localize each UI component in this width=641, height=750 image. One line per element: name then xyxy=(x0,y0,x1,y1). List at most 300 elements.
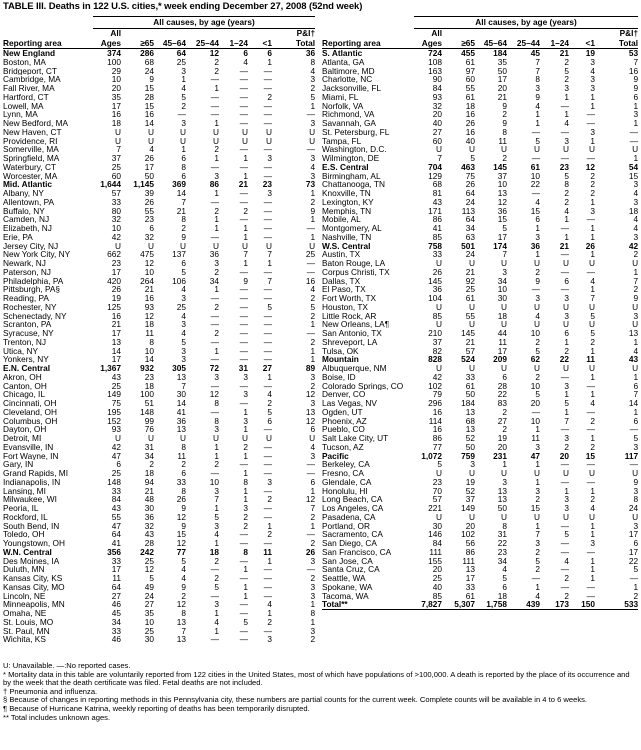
value-cell: 3 xyxy=(214,171,219,181)
value-cell: 108 xyxy=(428,57,442,67)
value-cell: 17 xyxy=(628,530,639,539)
value-cell: — xyxy=(263,626,272,636)
value-cell: — xyxy=(263,346,272,356)
value-cell: 173 xyxy=(540,600,569,609)
value-cell: — xyxy=(239,626,248,636)
value-cell: 5 xyxy=(564,66,569,76)
value-cell: 25 xyxy=(176,302,186,312)
value-cell: 25 xyxy=(305,250,316,259)
value-cell: 19 xyxy=(465,477,475,487)
value-cell: — xyxy=(263,381,272,391)
value-cell: U xyxy=(115,127,121,137)
value-cell: 9 xyxy=(181,521,186,531)
value-cell: 1,367 xyxy=(100,364,121,373)
value-cell: 6 xyxy=(633,539,639,548)
value-cell: 3 xyxy=(310,556,316,566)
value-cell: — xyxy=(560,565,569,574)
value-cell: 184 xyxy=(493,48,507,58)
footnote: ** Total includes unknown ages. xyxy=(3,712,111,722)
value-cell: 2 xyxy=(502,154,507,163)
value-cell: — xyxy=(210,75,219,84)
value-cell: 15 xyxy=(628,171,639,181)
value-cell: 9 xyxy=(149,75,154,84)
value-cell: 369 xyxy=(172,180,186,189)
value-cell: 43 xyxy=(628,355,639,364)
table-row xyxy=(322,198,638,207)
value-cell: — xyxy=(239,162,248,172)
value-cell: 3 xyxy=(181,119,186,128)
reporting-area-cell: Glendale, CA xyxy=(322,477,372,487)
value-cell: 1 xyxy=(564,215,569,224)
value-cell: 3 xyxy=(310,75,316,84)
reporting-area-cell: Tucson, AZ xyxy=(322,442,364,452)
value-cell: 31 xyxy=(238,364,248,373)
value-cell: 1 xyxy=(590,232,595,242)
reporting-area-cell: Evansville, IN xyxy=(3,442,54,452)
value-cell: 2 xyxy=(214,556,219,566)
reporting-area-cell: Richmond, VA xyxy=(322,110,375,119)
table-row xyxy=(322,495,638,504)
value-cell: 2 xyxy=(181,101,186,111)
table-row-region xyxy=(322,600,638,609)
value-cell: 9 xyxy=(181,232,186,242)
value-cell: 15 xyxy=(585,451,595,461)
table-row xyxy=(322,522,638,531)
value-cell: 68 xyxy=(432,180,442,189)
value-cell: 8 xyxy=(181,609,186,618)
value-cell: U xyxy=(436,512,442,522)
value-cell: 33 xyxy=(176,477,186,487)
value-cell: 25 xyxy=(144,556,154,566)
value-cell: — xyxy=(239,84,248,93)
value-cell: 1 xyxy=(590,197,595,207)
value-cell: 11 xyxy=(145,329,154,338)
value-cell: 25 xyxy=(111,162,121,172)
value-cell: 3 xyxy=(590,539,595,548)
value-cell: 57 xyxy=(111,189,121,198)
value-cell: 1 xyxy=(214,215,219,224)
value-cell: — xyxy=(239,329,248,338)
reporting-area-cell: Birmingham, AL xyxy=(322,171,381,181)
value-cell: 1 xyxy=(535,224,540,233)
value-cell: 4 xyxy=(535,591,540,601)
reporting-area-cell: St. Paul, MN xyxy=(3,626,50,636)
value-cell: 3 xyxy=(470,460,475,469)
value-cell: 43 xyxy=(111,504,121,513)
value-cell: 2 xyxy=(214,460,219,469)
value-cell: 12 xyxy=(305,495,316,504)
value-cell: 7 xyxy=(535,57,540,67)
value-cell: 16 xyxy=(465,127,475,137)
value-cell: 1 xyxy=(214,189,219,198)
value-cell: 7 xyxy=(267,250,272,259)
value-cell: U xyxy=(632,320,639,329)
table-row xyxy=(3,145,315,154)
value-cell: 4 xyxy=(243,57,248,67)
value-cell: 27 xyxy=(497,416,507,426)
value-cell: 145 xyxy=(493,162,507,172)
value-cell: 68 xyxy=(465,416,475,426)
reporting-area-cell: Norfolk, VA xyxy=(322,101,364,111)
value-cell: 828 xyxy=(428,355,442,364)
value-cell: 932 xyxy=(140,364,154,373)
value-cell: 2 xyxy=(564,591,569,601)
value-cell: — xyxy=(560,539,569,548)
value-cell: — xyxy=(586,547,595,557)
table-row xyxy=(3,434,315,443)
table-row xyxy=(3,452,315,461)
table-row xyxy=(322,189,638,198)
reporting-area-cell: San Francisco, CA xyxy=(322,547,392,557)
value-cell: — xyxy=(239,337,248,347)
value-cell: 18 xyxy=(628,206,639,216)
value-cell: 2 xyxy=(214,57,219,67)
reporting-area-cell: Waterbury, CT xyxy=(3,162,57,172)
reporting-area-cell: Boston, MA xyxy=(3,57,46,67)
value-cell: 1 xyxy=(243,486,248,496)
value-cell: 23 xyxy=(559,162,569,172)
value-cell: 32 xyxy=(111,215,121,224)
table-row xyxy=(3,233,315,242)
value-cell: — xyxy=(210,469,219,478)
col-all-top: All xyxy=(431,28,442,38)
value-cell: 60 xyxy=(111,171,121,181)
value-cell: 129 xyxy=(428,171,442,181)
value-cell: 50 xyxy=(465,390,475,399)
value-cell: 148 xyxy=(107,477,121,487)
value-cell: 5 xyxy=(535,390,540,399)
value-cell: 61 xyxy=(465,381,475,391)
value-cell: 7 xyxy=(310,504,316,513)
table-row xyxy=(3,312,315,321)
reporting-area-cell: Lincoln, NE xyxy=(3,591,46,601)
value-cell: 6 xyxy=(149,224,154,233)
reporting-area-cell: Little Rock, AR xyxy=(322,311,377,321)
table-row xyxy=(322,58,638,67)
value-cell: 35 xyxy=(144,609,154,618)
value-cell: 7 xyxy=(116,145,121,154)
value-cell: U xyxy=(632,364,639,373)
table-row xyxy=(3,443,315,452)
value-cell: U xyxy=(115,241,121,251)
col-ge65: ≥65 xyxy=(121,38,154,49)
value-cell: 155 xyxy=(428,556,442,566)
value-cell: 85 xyxy=(432,232,442,242)
value-cell: 3 xyxy=(310,171,316,181)
reporting-area-cell: Tacoma, WA xyxy=(322,591,369,601)
table-row xyxy=(3,583,315,592)
value-cell: 27 xyxy=(111,591,121,601)
value-cell: 1 xyxy=(214,504,219,513)
value-cell: 26 xyxy=(111,285,121,294)
value-cell: 3 xyxy=(590,75,595,84)
value-cell: 1 xyxy=(243,171,248,181)
value-cell: U xyxy=(563,145,569,154)
reporting-area-cell: Lowell, MA xyxy=(3,101,44,111)
table-row xyxy=(322,338,638,347)
value-cell: 33 xyxy=(111,486,121,496)
value-cell: 22 xyxy=(497,539,507,548)
table-row xyxy=(3,224,315,233)
table-row xyxy=(3,469,315,478)
value-cell: 3 xyxy=(310,399,316,408)
value-cell: — xyxy=(263,574,272,583)
table-row xyxy=(3,102,315,111)
value-cell: 9 xyxy=(633,294,639,303)
value-cell: 1 xyxy=(243,591,248,601)
value-cell: — xyxy=(239,92,248,102)
value-cell: — xyxy=(306,329,316,338)
table-row xyxy=(322,364,638,373)
value-cell: 2 xyxy=(310,294,316,303)
value-cell: 18 xyxy=(144,381,154,391)
value-cell: 16 xyxy=(111,311,121,321)
value-cell: — xyxy=(263,460,272,469)
table-row xyxy=(3,382,315,391)
reporting-area-cell: Mid. Atlantic xyxy=(3,180,53,189)
table-row xyxy=(322,277,638,286)
value-cell: 3 xyxy=(564,495,569,504)
value-cell: 6 xyxy=(267,48,272,58)
value-cell: 34 xyxy=(144,451,154,461)
value-cell: 7 xyxy=(243,250,248,259)
reporting-area-cell: Wilmington, DE xyxy=(322,154,380,163)
value-cell: U xyxy=(534,302,540,312)
value-cell: 11 xyxy=(498,337,507,347)
reporting-area-cell: E.N. Central xyxy=(3,364,51,373)
value-cell: 2 xyxy=(633,285,639,294)
value-cell: 12 xyxy=(209,48,219,58)
value-cell: 1 xyxy=(564,92,569,102)
value-cell: 52 xyxy=(465,486,475,496)
value-cell: — xyxy=(586,582,595,592)
value-cell: 3 xyxy=(310,451,316,461)
reporting-area-cell: Schenectady, NY xyxy=(3,311,67,321)
value-cell: U xyxy=(534,259,540,268)
value-cell: 1 xyxy=(243,425,248,434)
table-row xyxy=(3,609,315,618)
value-cell: 145 xyxy=(428,276,442,286)
value-cell: 9 xyxy=(535,276,540,286)
value-cell: — xyxy=(210,635,219,644)
value-cell: 3 xyxy=(214,521,219,531)
table-row xyxy=(3,75,315,84)
value-cell: U xyxy=(148,241,154,251)
value-cell: 210 xyxy=(428,329,442,338)
value-cell: 3 xyxy=(181,355,186,364)
value-cell: — xyxy=(586,591,595,601)
value-cell: 455 xyxy=(461,48,475,58)
table-row xyxy=(3,600,315,609)
value-cell: 16 xyxy=(144,294,154,303)
value-cell: 3 xyxy=(564,84,569,93)
value-cell: 1 xyxy=(564,337,569,347)
value-cell: 92 xyxy=(465,276,475,286)
value-cell: 3 xyxy=(564,504,569,513)
value-cell: — xyxy=(210,381,219,391)
value-cell: 36 xyxy=(305,48,316,58)
value-cell: 17 xyxy=(628,547,639,557)
value-cell: 1 xyxy=(310,617,316,627)
value-cell: 40 xyxy=(432,119,442,128)
value-cell: 1 xyxy=(214,285,219,294)
value-cell: 7 xyxy=(633,390,639,399)
group-header: All causes, by age (years) xyxy=(93,17,315,29)
value-cell: — xyxy=(306,267,316,277)
value-cell: 13 xyxy=(111,337,121,347)
reporting-area-cell: Austin, TX xyxy=(322,250,361,259)
table-row xyxy=(3,128,315,137)
reporting-area-cell: Jacksonville, FL xyxy=(322,84,382,93)
value-cell: 26 xyxy=(432,267,442,277)
reporting-area-cell: Minneapolis, MN xyxy=(3,600,65,609)
value-cell: — xyxy=(531,154,540,163)
value-cell: 1 xyxy=(590,136,595,146)
value-cell: 106 xyxy=(172,276,186,286)
value-cell: 20 xyxy=(111,84,121,93)
table-row xyxy=(3,294,315,303)
value-cell: — xyxy=(263,337,272,347)
value-cell: U xyxy=(589,512,595,522)
value-cell: 2 xyxy=(243,206,248,216)
value-cell: 84 xyxy=(432,539,442,548)
value-cell: 221 xyxy=(428,504,442,513)
value-cell: 11 xyxy=(177,451,186,461)
table-row xyxy=(322,303,638,312)
value-cell: 21 xyxy=(176,206,186,216)
value-cell: U xyxy=(213,127,219,137)
value-cell: 1 xyxy=(564,232,569,242)
value-cell: 72 xyxy=(209,364,219,373)
value-cell: U xyxy=(563,512,569,522)
value-cell: 21 xyxy=(111,320,121,329)
col-pi-total: Total xyxy=(272,38,315,49)
value-cell: U xyxy=(180,127,186,137)
value-cell: 31 xyxy=(497,530,507,539)
value-cell: — xyxy=(210,101,219,111)
value-cell: 26 xyxy=(465,119,475,128)
table-row xyxy=(322,224,638,233)
value-cell: 2 xyxy=(590,495,595,504)
value-cell: 83 xyxy=(497,399,507,408)
value-cell: 77 xyxy=(432,442,442,452)
value-cell: 6 xyxy=(181,469,186,478)
table-row-region xyxy=(322,163,638,172)
value-cell: 13 xyxy=(465,407,475,417)
value-cell: — xyxy=(239,530,248,539)
value-cell: 50 xyxy=(497,66,507,76)
value-cell: 33 xyxy=(111,556,121,566)
value-cell: 3 xyxy=(633,486,639,496)
value-cell: 90 xyxy=(432,75,442,84)
value-cell: 42 xyxy=(628,241,639,251)
value-cell: 43 xyxy=(111,372,121,382)
reporting-area-cell: Lynn, MA xyxy=(3,110,38,119)
value-cell: 45 xyxy=(111,609,121,618)
value-cell: 26 xyxy=(144,197,154,207)
value-cell: 1 xyxy=(633,267,639,277)
value-cell: 12 xyxy=(144,311,154,321)
table-row xyxy=(3,557,315,566)
value-cell: 3 xyxy=(214,259,219,268)
value-cell: 7 xyxy=(437,154,442,163)
value-cell: 5 xyxy=(181,92,186,102)
value-cell: — xyxy=(263,504,272,513)
value-cell: 63 xyxy=(465,232,475,242)
value-cell: U xyxy=(309,434,316,443)
value-cell: — xyxy=(210,311,219,321)
value-cell: U xyxy=(469,145,475,154)
value-cell: 9 xyxy=(502,119,507,128)
value-cell: 3 xyxy=(214,600,219,609)
reporting-area-cell: Providence, RI xyxy=(3,136,58,146)
value-cell: 62 xyxy=(530,355,540,364)
value-cell: 7 xyxy=(590,294,595,303)
value-cell: 2 xyxy=(214,574,219,583)
value-cell: 23 xyxy=(144,372,154,382)
value-cell: 8 xyxy=(564,180,569,189)
table-row xyxy=(322,233,638,242)
value-cell: 146 xyxy=(428,530,442,539)
value-cell: 25 xyxy=(144,626,154,636)
reporting-area-cell: Newark, NJ xyxy=(3,259,46,268)
value-cell: 55 xyxy=(465,311,475,321)
value-cell: 4 xyxy=(633,189,639,198)
table-row xyxy=(322,84,638,93)
value-cell: 7 xyxy=(633,276,639,286)
footnote: U: Unavailable. —:No reported cases. xyxy=(3,661,131,670)
value-cell: U xyxy=(469,469,475,478)
table-row-region xyxy=(3,364,315,373)
value-cell: 20 xyxy=(559,451,569,461)
value-cell: 4 xyxy=(310,66,316,76)
value-cell: — xyxy=(210,92,219,102)
value-cell: 7 xyxy=(633,57,639,67)
reporting-area-cell: Fort Wayne, IN xyxy=(3,451,59,461)
value-cell: 2 xyxy=(590,189,595,198)
value-cell: 2 xyxy=(590,171,595,181)
table-row xyxy=(3,635,315,644)
value-cell: 17 xyxy=(111,101,121,111)
value-cell: 5 xyxy=(535,556,540,566)
value-cell: — xyxy=(210,232,219,242)
value-cell: 1 xyxy=(267,609,272,618)
reporting-area-cell: Utica, NY xyxy=(3,346,39,356)
value-cell: 3 xyxy=(535,442,540,452)
value-cell: 15 xyxy=(530,504,540,513)
value-cell: 1 xyxy=(310,189,316,198)
value-cell: — xyxy=(586,119,595,128)
value-cell: 93 xyxy=(111,425,121,434)
value-cell: U xyxy=(436,145,442,154)
value-cell: 1 xyxy=(243,451,248,461)
table-row xyxy=(3,504,315,513)
value-cell: 16 xyxy=(111,110,121,119)
value-cell: — xyxy=(263,486,272,496)
reporting-area-cell: San Antonio, TX xyxy=(322,329,382,338)
value-cell: 5 xyxy=(267,407,272,417)
table-row xyxy=(3,574,315,583)
value-cell: 50 xyxy=(144,171,154,181)
table-row xyxy=(3,119,315,128)
value-cell: 356 xyxy=(107,547,121,557)
value-cell: U xyxy=(534,364,540,373)
value-cell: U xyxy=(242,136,248,146)
value-cell: 12 xyxy=(209,390,219,399)
value-cell: 85 xyxy=(432,591,442,601)
reporting-area-cell: Corpus Christi, TX xyxy=(322,267,390,277)
value-cell: U xyxy=(632,469,639,478)
